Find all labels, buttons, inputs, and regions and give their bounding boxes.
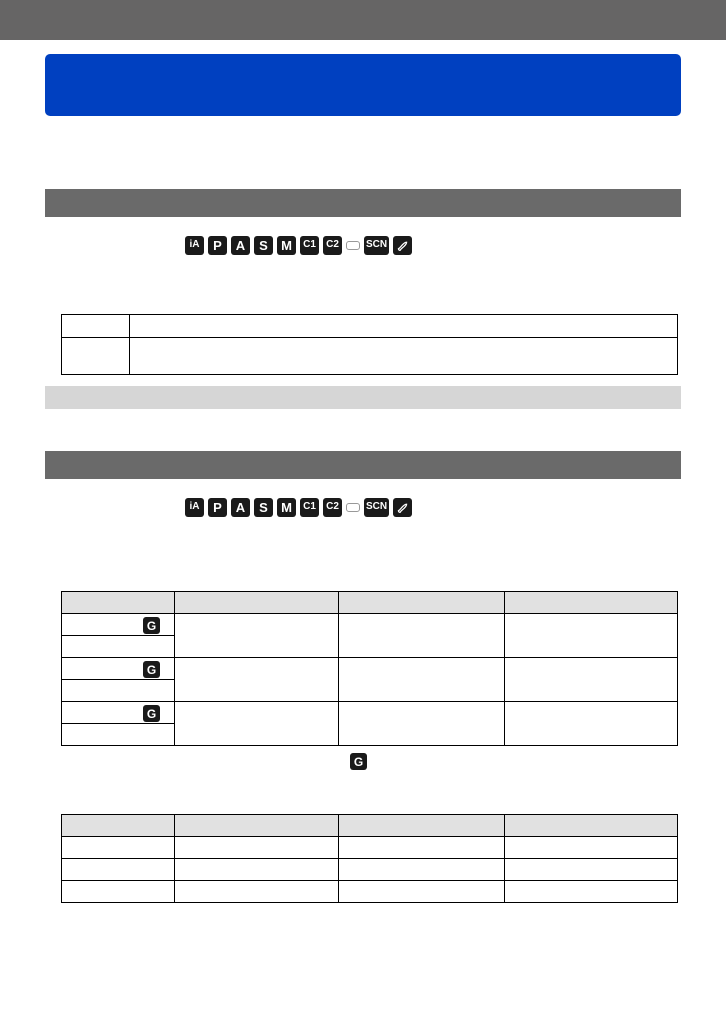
g-icon: G: [143, 661, 160, 678]
table-row: [62, 315, 678, 338]
custom1-mode-icon: C1: [300, 498, 319, 517]
settings-table-3: [61, 814, 678, 903]
table-row: [62, 614, 678, 636]
program-mode-icon: P: [208, 236, 227, 255]
top-bar: [0, 0, 726, 40]
g-icon: G: [143, 705, 160, 722]
intelligent-auto-icon: iA: [185, 236, 204, 255]
custom1-mode-icon: C1: [300, 236, 319, 255]
mode-icons-row-2: [185, 496, 412, 518]
creative-control-icon: [393, 236, 412, 255]
table-row: [62, 702, 678, 724]
section-header-2: [45, 451, 681, 479]
settings-table-1: [61, 314, 678, 375]
panorama-mode-icon: [346, 503, 360, 512]
shutter-mode-icon: S: [254, 236, 273, 255]
g-icon: G: [143, 617, 160, 634]
panorama-mode-icon: [346, 241, 360, 250]
settings-table-2: [61, 591, 678, 746]
table-row: [62, 859, 678, 881]
shutter-mode-icon: S: [254, 498, 273, 517]
table-header-row: [62, 815, 678, 837]
aperture-mode-icon: A: [231, 236, 250, 255]
intelligent-auto-icon: iA: [185, 498, 204, 517]
table-row: [62, 658, 678, 680]
table-row: [62, 338, 678, 375]
mode-icons-row-1: [185, 234, 412, 256]
scene-mode-icon: SCN: [364, 236, 389, 255]
scene-mode-icon: SCN: [364, 498, 389, 517]
section-header-1: [45, 189, 681, 217]
manual-mode-icon: M: [277, 498, 296, 517]
aperture-mode-icon: A: [231, 498, 250, 517]
creative-control-icon: [393, 498, 412, 517]
table-row: [62, 837, 678, 859]
table-header-row: [62, 592, 678, 614]
note-bar: [45, 386, 681, 409]
custom2-mode-icon: C2: [323, 236, 342, 255]
program-mode-icon: P: [208, 498, 227, 517]
table-row: [62, 881, 678, 903]
title-banner: [45, 54, 681, 116]
custom2-mode-icon: C2: [323, 498, 342, 517]
g-icon: G: [350, 753, 367, 770]
manual-mode-icon: M: [277, 236, 296, 255]
